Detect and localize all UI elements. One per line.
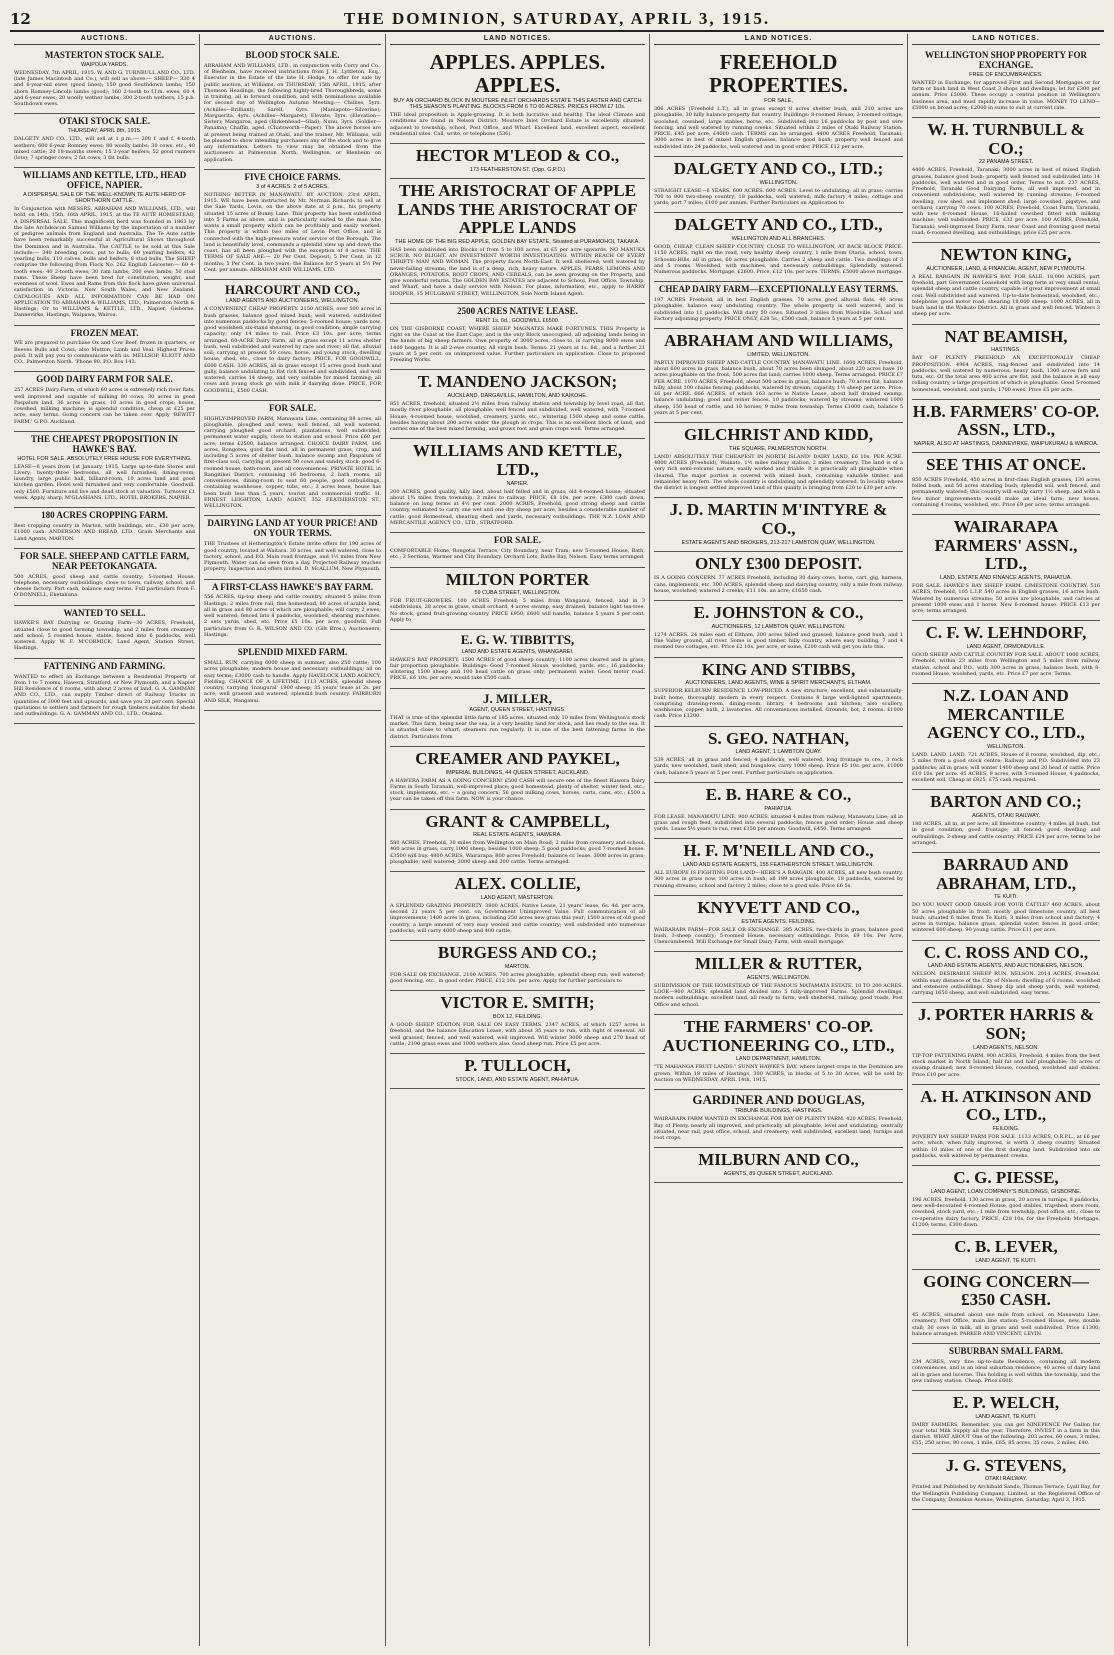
ad-body-text: GOOD SHEEP AND CATTLE COUNTRY FOR SALE. ABOUT 1000 ACRES, Freehold, within 23 miles from Wellington and 5 miles from railway station, school and P.O., with 300 acres in grass, balance bush, with 8-roomed House, woolshed, yards, etc. Price £7 per acre. Terms. — [912, 652, 1100, 677]
ad-body-text: SUBDIVISION OF THE HOMESTEAD OF THE FAMOUS MATAMATA ESTATE. 10 TO 200 ACRES. LOOK—900 ACRES, splendid land divided into 5 fully-improved Farms. Splendid dwellings, modern outbuildings, excellent land, all ready to farm, well sheltered, railway, good roads, Post Office and school. — [654, 982, 903, 1008]
ad-subtitle: WAIPOUA YARDS. — [81, 61, 128, 68]
ad-title: E. P. WELCH, — [952, 1393, 1060, 1413]
advertisement — [390, 630, 645, 688]
ad-body-text: WAIRARAPA FARM—FOR SALE OR EXCHANGE. 385 ACRES, two-thirds in grass, balance good bush, 3-sheep country; 5-roomed House, necessary outbuildings. Price, £9 10s. Per Acre, Unencumbered. Will Exchange for Small Dairy Farm, with small mortgage. — [654, 926, 903, 946]
advertisement — [912, 853, 1100, 941]
ad-title: E. B. HARE & CO., — [705, 784, 852, 804]
ad-body-text: 257 ACRES Dairy Farm, of which 60 acres is extremely rich river flats, well improved and capable of milking 80 cows; 30 acres in good Paspalum land, 36 acres in grass, 10 acres in good crops; house, cowshed, milking machine; is splendid condition, cheap at £25 per acre; easy terms. Going concern can be taken over. Apply 'BEWITT FARM,' G.P.O. Auckland. — [14, 387, 195, 425]
ad-body-text: Best cropping country in Marton, with buildings, etc., £30 per acre; £1000 cash. ANDERSON AND BREAD, LTD., Grain Merchants and Land Agents, MARTON. — [14, 523, 195, 542]
advertisement — [390, 179, 645, 304]
ad-body-text: 306 ACRES (Freehold L.T.), all in grass except 8 acres shelter bush, and 210 acres are ploughable, 30 hilly balance property flat country. Buildings: 8-roomed House, 3-roomed cottage, woolshed, cowshed, large stables, horse, etc. Subdivided into 16 paddocks by post and wire fencing, and well watered by running creeks. Situated within 2 miles of Otaki Railway Station. PRICE, £45 per acre; £4000 cash. TERMS can be arranged. 4400 ACRES Freehold, Taranaki; 3000 acres in best of mixed English grasses, balance good bush; property well fenced and subdivided into 24 paddocks, well watered and in good order. PRICE £12 per acre. — [654, 106, 903, 150]
ad-body-text: HAWKE'S BAY Dairying or Grazing Farm—30 ACRES, Freehold, situated close to good farming township, and 2 miles from creamery and school; 5 roomed house, stable, fenced into 6 paddocks, well watered. Apply W. F. M'CORMICK, Land Agent, Station Street, Hastings. — [14, 620, 195, 652]
ad-title: T. MANDENO JACKSON; — [417, 372, 618, 392]
ad-subtitle: 22 PANAMA STREET. — [978, 159, 1034, 166]
advertisement — [912, 118, 1100, 243]
ad-title: FATTENING AND FARMING. — [43, 660, 166, 671]
ad-body-text: NOTHING BETTER IN MANAWATU. BY AUCTION, 23rd APRIL, 1915. WE have been instructed by Mr. Norman Richards to sell at the Sale Yards, Levin, on the above date at 2 p.m., his property situated 15 acres of Bunny Lane. This property has been subdivided into 5 Farms as above, and is particularly suited to the man who wants a small property which can be profitably and easily worked. This property is within two miles of Levin Post Office, and is connected with the high-pressure water service of the Borough. The land is beautifully level, commands a splendid view up and down the coast, has all been ploughed with the exception of 8 acres. THE TERMS OF SALE ARE:— 20 Per Cent. Deposit; 5 Per Cent. in 12 months; 5 Per Cent. in two years; the Balance for 5 years at 5½ Per Cent. per annum. ABRAHAM AND WILLIAMS, LTD. — [204, 191, 381, 273]
ad-title: MILLER & RUTTER, — [695, 954, 862, 974]
ad-subtitle: A DISPERSAL SALE OF THE WELL-KNOWN TE AUTE HERD OF SHORTHORN CATTLE. — [23, 192, 186, 205]
ad-body-text: LEASE—6 years from 1st January, 1915. Large up-to-date Stores and Livery; twenty-three bedrooms, all well furnished; dining-room; laundry, large public hall, billiard-room, 10 acres land and good kitchen garden. Hotel well furnished and very comfortable. Goodwill, only £500. Furniture and live and dead stock at valuation. Turnover £1 week. Apply, sharp, M'GLASHANS, LTD., HOTEL BROKERS, NAPIER. — [14, 463, 195, 501]
ad-subtitle: LAND AGENT, TE KUITI. — [975, 1413, 1037, 1420]
advertisement — [390, 304, 645, 370]
column-4 — [650, 34, 908, 1646]
advertisement — [204, 401, 381, 517]
advertisement — [14, 432, 195, 508]
ad-body-text: 45 ACRES, situated about one mile from school, on Manawatu Line; creamery, Post Office, main line station; 5-roomed House, new, double stall; 30 cows in milk, all in grass and well subdivided. Price £1300; balance arranged. PARKER AND VINCENT, LEVIN. — [912, 1312, 1100, 1337]
ad-subtitle: BUY AN ORCHARD BLOCK IN MOUTERE INLET ORCHARDS ESTATE THIS EASTER AND CATCH THIS SEASON'S PLANTING. BLOCKS FROM 6 TO 60 ACRES. PRICES FROM £7 10s. — [393, 98, 642, 111]
advertisement — [654, 213, 903, 282]
ad-title: THE ARISTOCRAT OF APPLE LANDS THE ARISTOCRAT OF APPLE LANDS — [397, 180, 638, 238]
ad-subtitle: LAND AND ESTATE AGENTS, AND AUCTIONEERS, NELSON. — [928, 963, 1084, 970]
ad-body-text: 196 ACRES, freehold, 130 acres in grass, 20 acres in turnips, 8 paddocks, new well-decorated 4-roomed House, good stables, trapshed, store room, cowshed, stock yard, etc.; 1 mile from township, post office, etc.; close to co-operative dairy factory. PRICE, £28 10s. for the Freehold; Mortgage, £1200; terms, £300 down. — [912, 1196, 1100, 1228]
ad-title: WILLIAMS AND KETTLE, LTD., HEAD OFFICE, NAPIER. — [22, 170, 187, 191]
advertisement — [654, 839, 903, 895]
ad-title: BURGESS AND CO.; — [437, 943, 598, 963]
ad-body-text: WE are prepared to purchase Ox and Cow Beef, frozen in quarters, or Beeves Bulls and Cows; also Mutton, Lamb and Veal. Highest Prices paid. It will pay you to communicate with us. MELLSOP, ELIOTT AND CO., Palmerston North. 'Phone 90. P.O. Box 143. — [14, 340, 195, 366]
ad-subtitle: NAPIER. — [506, 480, 529, 487]
ad-body-text: DAIRY FARMERS, Remember, you can get NINEPENCE Per Gallon for your total Milk Supply all the year. Therefore, INVEST in a farm in this district. WHAT ABOUT One of the following: 203 acres, 60 cows, 3 miles, £55; 250 acres, 90 cows, 1 mile, £65; 85 acres, 35 cows, 2 miles, £40. — [912, 1421, 1100, 1447]
advertisement — [912, 453, 1100, 515]
ad-title: ONLY £300 DEPOSIT. — [694, 553, 863, 573]
ad-title: C. C. ROSS AND CO., — [923, 942, 1089, 962]
ad-body-text: TIP-TOP FATTENING FARM. 900 ACRES, Freehold, 4 miles from the best stock market in North Island; half fat and half ploughable; 30 acres of swamp drained; new 8-roomed House, cowshed, woolshed and stables. Price £10 per acre. — [912, 1052, 1100, 1078]
ad-title: J. MILLER, — [483, 690, 552, 706]
ad-body-text: POVERTY BAY SHEEP FARM FOR SALE. 1133 ACRES, O.R.P.L., at £6 per acre, which, when fully improved, is worth 3 sheep country. Situated within 10 miles of one of the first dairying land. Subdivided into six paddocks, well watered by permanent creeks. — [912, 1134, 1100, 1159]
column-heading: LAND NOTICES. — [654, 34, 903, 45]
ad-body-text: A GOOD SHEEP STATION FOR SALE ON EASY TERMS. 2347 ACRES, of which 1257 acres is freehold, and the balance Education Lease, with about 35 years to run, with right of renewal. All well grassed, fenced, and well watered, well improved. Will winter 3000 sheep and 270 head of cattle; 2100 grass ewes and 1000 wethers also. Good sheep run. Price £5 per acre. — [390, 1022, 645, 1047]
column-heading: LAND NOTICES. — [390, 34, 645, 45]
ad-title: MILBURN AND CO., — [698, 1150, 859, 1170]
advertisement — [390, 533, 645, 567]
ad-subtitle: 173 FEATHERSTON ST. (Opp. G.P.O.) — [469, 166, 566, 173]
ad-body-text: 234 ACRES, very fine up-to-date Residence, containing all modern conveniences, and is an ideal suburban residence; 40 acres of dairy land all in grass and lucerne. This holding is well within the township, and the new railway station. Cheap. Price £600. — [912, 1359, 1100, 1384]
ad-title: FREEHOLD PROPERTIES. — [709, 50, 848, 98]
ad-body-text: FOR SALE. HAWKE'S BAY SHEEP FARM. LIMESTONE COUNTRY. 516 ACRES, freehold, 105 L.I.P. 540 acres in English grasses, 16 acres bush. Watered by numerous streams; 50 acres are ploughable, and carries at present 1000 ewes and 1 horse. New 6-roomed house. PRICE £13 per acre; terms arranged. — [912, 583, 1100, 615]
ad-subtitle: LAND AGENT, LOAN COMPANY'S BUILDINGS, GISBORNE. — [930, 1188, 1082, 1195]
ad-title: DAIRYING LAND AT YOUR PRICE! AND ON YOUR TERMS. — [207, 518, 378, 539]
ad-title: P. TULLOCH, — [464, 1056, 571, 1075]
advertisement — [204, 516, 381, 579]
ad-title: MILTON PORTER — [445, 569, 590, 589]
ad-body-text: 580 ACRES, Freehold, 30 miles from Wellington on Main Road; 2 miles from creamery and school; 400 acres in grass; carry 1000 sheep, besides 1000 sheep; 5 good paddocks; good 7-roomed house. £3500 will buy. 4800 ACRES, Wairarapa; 800 acres Freehold; balance cr. lease. 3000 acres in grass; ploughable; well watered; 3000 sheep and 200 cattle. Terms arranged. — [390, 840, 645, 865]
ad-body-text: WAIRARAPA FARM WANTED IN EXCHANGE FOR BAY OF PLENTY FARM. 420 ACRES, Freehold, Bay of Plenty, nearly all improved, and practically all ploughable, level and undulating; centrally situated, near rail, post office, school, and creamery; well subdivided, excellent land, turnips and root crops. — [654, 1116, 903, 1142]
advertisement — [390, 941, 645, 991]
column-heading: AUCTIONS. — [204, 34, 381, 45]
advertisement — [912, 684, 1100, 790]
ad-subtitle: LAND AND ESTATE AGENTS, WHANGAREI. — [461, 648, 574, 655]
ad-body-text: HAWKE'S BAY PROPERTY. 1500 ACRES of good sheep country; 1100 acres cleared and in grass; fair proportion ploughable. Buildings: Good 7-roomed House, woolshed, yards, etc.; 16 paddocks; wintering 1500 sheep and 100 head cattle on grass only; permanent water. Good motor road. PRICE, £6 10s. per acre; would take £500 cash. — [390, 656, 645, 682]
ad-title: GOING CONCERN—£350 CASH. — [923, 1271, 1089, 1310]
ad-title: BARTON AND CO.; — [930, 792, 1082, 812]
ad-body-text: FOR LEASE, MANAWATU LINE. 900 ACRES, situated 4 miles from railway, Manawatu Line; all in grass and rough feed, subdivided into several paddocks; fences good order; House and sheep yards. Lease 5½ years to run, rent £350 per annum. Goodwill, £450. Terms arranged. — [654, 813, 903, 833]
ad-title: GILCHRIST AND KIDD, — [683, 425, 874, 445]
advertisement — [654, 423, 903, 498]
advertisement — [390, 144, 645, 179]
ad-subtitle: AGENTS, 89 QUEEN STREET, AUCKLAND. — [723, 1171, 834, 1178]
ad-subtitle: FREE OF ENCUMBRANCES. — [969, 71, 1043, 78]
advertisement — [390, 872, 645, 941]
ad-title: GOOD DAIRY FARM FOR SALE. — [36, 374, 173, 385]
advertisement — [204, 580, 381, 646]
ad-subtitle: LAND AGENT, 1 LAMBTON QUAY. — [735, 749, 822, 756]
ad-subtitle: 3 of 4 ACRES. 2 of 5 ACRES. — [256, 183, 329, 190]
ad-title: C. B. LEVER, — [954, 1237, 1058, 1257]
ad-subtitle: LAND DEPARTMENT, HAMILTON. — [735, 1056, 822, 1063]
column-5 — [908, 34, 1104, 1646]
advertisement — [390, 439, 645, 533]
ad-body-text: ON THE GISBORNE COAST, WHERE SHEEP MAGNATES MAKE FORTUNES. THIS Property is right on the Coast at the East Cape, and is the only Block unoccupied, all adjoining lands being in the hands of big sheep farmers. Owe property of 3000 acres, close to, is carrying 8000 ewes and 1400 heggets. It is all 2-ewe country. All virgin bush. Terms: 21 years at 1s. 6d., and a further 21 years at 5 per cent. on unimproved value. Further particulars on application. Close to proposed Freezing Works. — [390, 325, 645, 364]
ad-subtitle: THE SQUARE, PALMERSTON NORTH. — [729, 445, 828, 452]
advertisement — [204, 170, 381, 280]
ad-title: CREAMER AND PAYKEL, — [415, 748, 620, 768]
ad-subtitle: AUCKLAND, DARGAVILLE, HAMILTON, AND KAIKOHE. — [447, 393, 588, 400]
advertisement — [912, 621, 1100, 684]
ad-title: GARDINER AND DOUGLAS, — [692, 1092, 865, 1108]
ad-title: FOR SALE. — [268, 402, 316, 413]
ad-title: KING AND STIBBS, — [701, 659, 856, 679]
columns-container — [10, 34, 1104, 1646]
advertisement — [912, 1344, 1100, 1391]
ad-subtitle: LAND AGENTS, NELSON. — [973, 1044, 1039, 1051]
advertisement — [14, 606, 195, 659]
ad-title: WAIRARAPA FARMERS' ASSN., LTD., — [934, 517, 1078, 574]
ad-title: C. G. PIESSE, — [953, 1168, 1059, 1188]
ad-subtitle: 59 CUBA STREET, WELLINGTON. — [474, 590, 561, 597]
column-2 — [200, 34, 386, 1646]
ad-title: H.B. FARMERS' CO-OP. ASSN., LTD., — [912, 401, 1100, 440]
advertisement — [14, 168, 195, 325]
ad-body-text: WEDNESDAY, 7th APRIL, 1915. W. AND G. TURNBULL AND CO., LTD. (late James Macintosh and Co.), will sell as above:— SHEEP— 330 4 and 6-year-old ewes (good lines); 150 good Southdown lambs; 150 shorn Romney-Lincoln lambs (good); 160 2-tooth to f.f.m. ewes; 60 4 and 6-year ewes; 20 woolly wether lambs; 300 2-tooth wethers; 15 p.b. Southdown ewes. — [14, 69, 195, 108]
advertisement — [390, 747, 645, 810]
ad-subtitle: TE KUITI. — [993, 894, 1019, 901]
ad-subtitle: AUCTIONEER, LAND, & FINANCIAL AGENT, NEW PLYMOUTH. — [926, 265, 1086, 272]
advertisement — [390, 370, 645, 439]
ad-body-text: 500 ACRES, good sheep and cattle country; 5-roomed House, telephone, necessary outbuildings; close to town, railway, school, and cheese factory. Part cash, balance easy terms. Full particulars from F. O'DONNELL, Eketahuna. — [14, 573, 195, 599]
ad-subtitle: TRIBUNE BUILDINGS, HASTINGS. — [734, 1108, 823, 1115]
ad-title: DALGETY AND CO., LTD.; — [673, 158, 884, 178]
ad-subtitle: LIMITED, WELLINGTON. — [747, 351, 810, 358]
ad-body-text: A REAL BARGAIN IN HAWKE'S BAY. FOR SALE. 18,000 ACRES, part freehold, part Government Leasehold with long term at very small rental; splendid sheep and cattle country, capable of great improvement at small cost. Well subdivided and watered. Up-to-date homestead, woolshed, etc.; telephone; good motor road; shearing 18,000 sheep. 1000 ACRES, all in bush land in the Waikato District. All in grass and well fenced. Winters 3 sheep per acre. — [912, 273, 1100, 318]
ad-body-text: DO YOU WANT GOOD GRASS FOR YOUR CATTLE? 460 ACRES, about 50 acres ploughable in front, mostly good limestone country, all best bush; situated 6 miles from Te Kuiti; 3 miles from school and factory; 4 acres in turnips, balance grass, splendid water, fences in good order; wintered 600 sheep, 90 young cattle. Price £11 per acre. — [912, 902, 1100, 934]
advertisement — [390, 48, 645, 144]
ad-body-text: PARTLY IMPROVED SHEEP AND CATTLE COUNTRY. MANAWATU LINE. 1600 ACRES, Freehold, about 600 acres in grass, balance bush, about 70 acres been slumped, about 220 acres have 10 acres ploughable on the front; 500 acres flat land; carries 1000 sheep. Terms arranged. PRICE £7 PER ACRE. 1070 ACRES, Freehold, about 500 acres in grass, balance bush; 70 acres flat, balance hilly, about 100 chains fencing; paddocks, watered by stream; capacity, 1½ sheep per acre. Price: £6 per ACRE. 666 ACRES, of which 163 acres is Native Lease, about half drained swamp, balance undulating; good and reiner fences, 10 paddocks; watered by streams; wintered 1000 sheep, 150 head of cattle, and 10 horses; 9 miles from township. Terms £1000 cash, balance 5 years at 5 per cent. — [654, 359, 903, 416]
ad-title: H. F. M'NEILL AND CO., — [683, 841, 874, 861]
advertisement — [204, 280, 381, 401]
ad-title: VICTOR E. SMITH; — [440, 993, 595, 1013]
ad-title: J. G. STEVENS, — [945, 1455, 1067, 1475]
advertisement — [390, 810, 645, 873]
ad-subtitle: RENT 1s. 6d., GOODWILL £6500. — [475, 317, 560, 324]
ad-subtitle: OTAKI RAILWAY. — [984, 1476, 1028, 1483]
column-heading: LAND NOTICES. — [912, 34, 1100, 45]
ad-subtitle: THE HOME OF THE BIG RED APPLE, GOLDEN BAY ESTATE, Situated at PURAMOHOI, TAKAKA. — [395, 238, 640, 245]
ad-subtitle: IMPERIAL BUILDINGS, 44 QUEEN STREET, AUCKLAND. — [445, 769, 590, 776]
ad-body-text: ALL EUROPE IS FIGHTING FOR LAND—HERE'S A BARGAIN. 400 ACRES, all new bush country, 300 acres in grass now, 100 acres in bush; all 189 acres ploughable, 18 paddocks, watered by running streams; school and factory 2 miles; close to a good sale. Price £6 5s. — [654, 870, 903, 889]
ad-title: HARCOURT AND CO., — [224, 282, 361, 298]
ad-subtitle: HASTINGS. — [991, 347, 1021, 354]
ad-subtitle: LAND AGENT, ORMONDVILLE. — [966, 644, 1046, 651]
advertisement — [390, 568, 645, 631]
ad-body-text: In Conjunction with MESSRS. ABRAHAM AND WILLIAMS, LTD., will hold, on 14th, 15th, 16th APRIL, 1915, at the TE AUTE HOMESTEAD, A DISPERSAL SALE. This magnificent herd was founded in 1863 by the late Archdeacon Samuel Williams by the importation of a number of pedigree animals from England and Australia. The Te Aute cattle have been remarkably successful at Agricultural Shows throughout the Dominion and in Australia. The CATTLE to be sold at this Sale include:— 340 breeding cows, put to bulls; 60 yearling heifers; 42 yearling bulls; 110 calves, bulls and heifers; 8 stud bulls. The SHEEP comprise the following from Flock No. 262 English Leicester:— 60 4-tooth ewes; 40 2-tooth ewes; 30 ram lambs; 200 ewe lambs; 50 stud rams. These Sheep have been bred for constitution, weight, and evenness of wool. Ewes and Rams from this flock have given universal satisfaction in Victoria, New South Wales, and New Zealand. CATALOGUES AND ALL INFORMATION CAN BE HAD ON APPLICATION TO ABRAHAM & WILLIAMS, LTD., Palmerston North & Hastings; Or to WILLIAMS & KETTLE, LTD., Napier, Gisborne, Dannevirke, Hastings, Waipawa, Wairoa. — [14, 206, 195, 319]
ad-body-text: IS A GOING CONCERN. 77 ACRES Freehold, including 30 dairy cows, horse, cart, gig, harness, cans, implements, etc. 300 ACRES, splendid sheep and dairying country, only a mile from railway, house, woolshed; watered 2 creeks; £11 10s. an acre; £1650 cash. — [654, 575, 903, 594]
ad-body-text: 850 ACRES Freehold, 450 acres in first-class English grasses, 130 acres felled bush, and 50 acres standing bush; splendid soil, well fenced, and permanently watered; this country will easily carry 1½ sheep, and with a few minor improvements would make an ideal farm; new house, containing 4 rooms, woolshed, etc. Price £9 per acre; terms arranged. — [912, 476, 1100, 508]
ad-body-text: BAY OF PLENTY FREEHOLD AN EXCEPTIONALLY CHEAP PROPOSITION. 4964 ACRES, ring-fenced and subdivided into 14 paddocks, well watered by numerous, heavy bush, 1300 acres fern and tutu, etc. Of the total area 400 acres are flat, and the balance is all easy rolling country, a large proportion of which is ploughable. Good 5-roomed homestead, woolshed, and yards; 1700 ewes. Price £5 per acre. — [912, 355, 1100, 393]
ad-title: NAT BEAMISH, — [944, 326, 1068, 346]
ad-subtitle: AGENTS, WELLINGTON. — [746, 974, 811, 981]
ad-body-text: LAND. LAND. LAND. 721 ACRES, House of 8 rooms, woolshed, dip, etc.; 5 miles from a good stock centre; Railway and P.O. Subdivided into 23 paddocks; all in grass; will winter 1400 sheep and 20 head of cattle. Price £10 10s. per acre. 45 ACRES, 9 acres, with 5-roomed House, 4 paddocks, excellent soil. Cheap at £825; £75 cash required. — [912, 752, 1100, 784]
ad-title: GRANT & CAMPBELL, — [425, 811, 610, 831]
ad-body-text: STRAIGHT LEASE—6 YEARS. 600 ACRES. 600 ACRES. Level to undulating; all in grass; carries 700 to 800 two-sheep country; 18 paddocks, well watered; milk factory 4 miles; cottage and yards; port 7 miles; £100 per annum. Further Particulars on Application to — [654, 187, 903, 207]
ad-body-text: 180 ACRES, all in, at per acre; all limestone country; 4 miles all bush, but in good condition, good frontage; all fenced; good dwelling and outbuildings. 2-sheep and cattle country. PRICE £24 per acre; terms to be arranged. — [912, 821, 1100, 846]
ad-title: FOR SALE. SHEEP AND CATTLE FARM, NEAR PEETOKANGATA. — [20, 550, 189, 571]
ad-title: WILLIAMS AND KETTLE, LTD., — [412, 441, 623, 479]
advertisement — [912, 400, 1100, 453]
advertisement — [390, 1054, 645, 1089]
column-3 — [386, 34, 650, 1646]
advertisement — [654, 601, 903, 657]
ad-body-text: 851 ACRES, freehold, situated 2½ miles from railway station and township by level road, all flat, mostly river ploughable, all ploughable, well fenced and subdivided, well watered, with 7-roomed House; 4-roomed house, woolshed, creamery, yards, etc.; wintering 1500 sheep and some cattle, besides having about 200 acres under the plough in crops. This is an excellent block of land, and carries one of the best mixed farming, and grows root and grain crops well. Terms arranged. — [390, 401, 645, 433]
ad-title: N.Z. LOAN AND MERCANTILE AGENCY CO., LTD., — [927, 686, 1085, 743]
ad-subtitle: LAND AGENT. TE KUITI. — [975, 1257, 1037, 1264]
ad-title: J. D. MARTIN M'INTYRE & CO., — [669, 500, 888, 539]
advertisement — [654, 1090, 903, 1148]
advertisement — [14, 549, 195, 606]
advertisement — [654, 896, 903, 952]
advertisement — [14, 372, 195, 431]
ad-subtitle: WELLINGTON AND ALL BRANCHES. — [731, 236, 826, 243]
ad-title: A. H. ATKINSON AND CO., LTD., — [920, 1086, 1092, 1125]
ad-title: WELLINGTON SHOP PROPERTY FOR EXCHANGE. — [925, 50, 1087, 70]
ad-body-text: A CONVENIENT CHEAP PROPERTY. 2150 ACRES, over 500 acres in bush grasses, balance good mixed bush; well watered; subdivided into numerous paddocks by good fences; 5-roomed house; yards now, good woolshed; six-stand shearing, in good condition; ample carrying capacity; only 14 miles to rail. Price £3 10s. per acre; terms arranged. 60-ACRE Dairy Farm, all in grass except 11 acres shelter bush, well subdivided and watered by race and river; all flat, alluvial soil; carrying at present 50 cows, horse, and young stock; dwelling house, shed, etc., close to dairy factory. PRICE, FOR GOODWILL, £600 CASH. 330 ACRES, all in grass except 15 acres good bush and gully, balance undulating to flat rich fenced and subdivided, and well watered; carries 14 sheep, and very suitable for mixed farming; all cows and young stock go with milk if dairying done. PRICE, FOR GOODWILL, £500 CASH. — [204, 306, 381, 394]
advertisement — [912, 1235, 1100, 1270]
advertisement — [912, 48, 1100, 118]
advertisement — [912, 243, 1100, 324]
ad-title: C. F. W. LEHNDORF, — [925, 623, 1087, 643]
ad-title: FOR SALE. — [493, 535, 541, 546]
advertisement — [14, 48, 195, 114]
ad-body-text: DALGETY AND CO., LTD., will sell at 1 p.m.:— 200 f. and f. 4-tooth wethers; 600 6-year Romney ewes; 80 woolly lambs; 30 cows, etc.; 40 mixed cattle; 20 18-months steers; 15 2-year heifers; 52 good runners (lots); 7 springer cows; 2 fat cows; 3 fat bulls. — [14, 136, 195, 162]
advertisement — [912, 325, 1100, 400]
advertisement — [390, 991, 645, 1054]
advertisement — [654, 1015, 903, 1090]
ad-body-text: HAS been subdivided into Blocks of from 5 to 100 acres, at £5 per acre upwards. NO MANUKA SCRUB. NO BLIGHT. AN INVESTMENT WORTH INVESTIGATING. WITHIN REACH OF EVERY THRIFTY MAN AND WOMAN. The property faces North-East. It well sheltered; well watered by never-failing streams; the land is of a deep, rich, heavy nature. APPLES, PEARS, LEMONS AND ORANGES, POTATOES, ROOT CROPS, AND CEREALS, can be seen growing on the Property, and give wonderful returns. The GOLDEN BAY ESTATES are adjacent to School, Post Office, Township, and Wharf, and have a daily service with Nelson. For plans, information, etc., apply to HARRY HOOPER, 15 MULGRAVE STREET, WELLINGTON, Sole North Island Agent. — [390, 246, 645, 297]
ad-subtitle: PAHIATUA. — [764, 805, 793, 812]
advertisement — [14, 114, 195, 168]
advertisement — [654, 48, 903, 157]
ad-subtitle: WELLINGTON. — [759, 179, 798, 186]
advertisement — [912, 1454, 1100, 1510]
advertisement — [654, 1148, 903, 1183]
ad-body-text: A HAWERA FARM AS A GOING CONCERN! £500 CASH will secure one of the finest Hawera Dairy Farms in South Taranaki, well-improved place; good homestead, plenty of shelter, winter feed, etc.; stock, implements, etc. -- a going concern; 56 good milking cows, horses, carts, cans, etc.; £500 a year can be taken off this farm. NOW is your chance. — [390, 777, 645, 803]
advertisement — [14, 508, 195, 549]
ad-body-text: THE Trustees of Hetherington's Estate invite offers for 190 acres of good country, located at Waitara. 30 acres, and well watered, close to factory, school, and P.O. Main road frontage, and 1½ miles from New Plymouth. Water can be seen from a day. Projected Railway touches property. Inspection and offers invited. D. McALLUM, New Plymouth. — [204, 541, 381, 573]
ad-body-text: THE ideal proposition is Apple-growing. It is both lucrative and healthy. The ideal Climate and conditions are found in Nelson District. Moutere Inlet Orchard Estate is excellently situated, adjacent to township, school, Post Office, and Wharf. Excellent land, excellent aspect, excellent residential sites. Call, write, or telephone (536). — [390, 112, 645, 137]
ad-subtitle: HOTEL FOR SALE. ABSOLUTELY FREE HOUSE FOR EVERYTHING. — [17, 455, 192, 462]
ad-body-text: 556 ACRES, tip-top sheep and cattle country, situated 5 miles from Hastings, 2 miles from rail; fine homestead, 80 acres of arable land, all in grass and 80 acres of which are ploughable; will carry 2 ewes; well watered; fenced into 8 paddocks, woolshed, shearing machines, 2 sets yards, shed, etc. Price £5 10s. per acre, goodwill. Full particulars from G. R. WILSON AND CO. (Gilt Bros.), Auctioneers, Hastings. — [204, 594, 381, 638]
ad-body-text: WANTED in Exchange, for approved First and Second Mortgages or for farm or bush land in West Coast 3 shops and dwellings; let for £300 per annum. Price £5000. These occupy a central position in Wellington's business area, and must rapidly increase in value. MONEY TO LEND—£5000 on broad acres; £2000 in sums to suit at current rate. — [912, 79, 1100, 111]
ad-title: KNYVETT AND CO., — [697, 897, 860, 917]
ad-body-text: 200 ACRES, good quality, hilly land, about half felled and in grass; old 4-roomed house; situated about 1¾ miles from township, 3 miles to railway. PRICE, £8 10s. per acre; £300 cash down, balance on long terms at 4½ per cent. 2000 ACRES, Freehold, good strong sheep and cattle country, estimated to carry one wet and one dry sheep per acre, besides a considerable number of cattle; good Homestead, shearing shed, and yards, necessary outbuildings. THE N.Z. LOAN AND MERCANTILE AGENCY CO., LTD., STRATFORD. — [390, 488, 645, 526]
advertisement — [912, 1003, 1100, 1084]
advertisement — [14, 326, 195, 373]
ad-title: WANTED TO SELL. — [63, 607, 146, 618]
ad-subtitle: REAL ESTATE AGENTS, HAWERA. — [473, 832, 562, 839]
ad-body-text: 539 ACRES, all in grass and fenced; 4 paddocks, well watered, long frontage to cre., 3 rock yards, new woolshed, tank shed, and bungalow, carry 1000 sheep. Price £5 10s. per acre, £1000 cash; balance 5 years at 5 per cent. Further particulars on application. — [654, 757, 903, 776]
ad-body-text: ABRAHAM AND WILLIAMS, LTD., in conjunction with Corry and Co., of Blenheim, have received instructions from J. H. Lyttleton, Esq., Executor in the Estate of the late H. Hodge, to offer for sale by public auction, at Williams, on THURSDAY, 15th APRIL, 1915, after Thomson Headings, the following highly-bred Thoroughbreds, some in training, all in forward condition, and with nominations available for second day of Wellington Autumn Meeting:— Chillies, 5yrs. (Achilles—Brilliant); Sarell, 6yrs. (Maniapoto—Silverine); Marguerita, 4yrs. (Achilles—Margaret); Elevate, 3yrs. (Elevation—Sister); Mangaroa, aged (Birkenhead—Glad); Nunu, 3yrs. (Soldier—Panama); Chaffin, aged, (Chatsworth—Paper). The above horses are at present being trained at Otaki, and the trainer, Mr. Williams, will be pleased to show intending purchasers any of the stock and to give any information. Letters to view may be obtained from the auctioneers at Palmerston North, Wellington, or Blenheim on application. — [204, 62, 381, 163]
advertisement — [912, 1270, 1100, 1344]
ad-body-text: WANTED to effect an Exchange between a Residential Property of from 1 to 7 rooms, Hawera, Stratford, or New Plymouth, and a Napier Hill Residence of 8 rooms, with about 2 acres of land. G. A. GAMMAN AND CO., LTD., can supply Timber direct of Railway Trucks in quantities of 3000 feet and upwards, and save you 20 per cent. Special quotations to settlers and farmers for rough timbers suitable for sheds and outbuildings. G. A. GAMMAN AND CO., LTD., Otakina. — [14, 673, 195, 718]
ad-body-text: COMFORTABLE Home, Rongotai Terrace, City Boundary, near Tram; new 5-roomed House, Bath, etc.; 3 Sections, Warmer and City Boundary. Orchard Lots, Bathe Bay, Nelson. Easy terms arranged. — [390, 548, 645, 561]
advertisement — [654, 552, 903, 601]
ad-body-text: SMALL RUN, carrying 6000 sheep in summer, also 250 cattle; 100 acres ploughable; modern house and necessary outbuildings; all on easy terms; £3000 cash to handle. Apply HAVELOCK LAND AGENCY, Fielding. CHANCE OF A LIFETIME. 1113 ACRES, splendid sheep country, carrying 'Inaugural' 1900 sheep; 35 years' lease at 2s. per acre; well grassed and watered, splendid bush country. FAIRBURN AND SILK, Wanganui. — [204, 660, 381, 704]
advertisement — [912, 1391, 1100, 1454]
ad-subtitle: AGENTS, OTAKI RAILWAY. — [972, 813, 1040, 820]
ad-title: FIVE CHOICE FARMS. — [244, 171, 341, 182]
advertisement — [204, 645, 381, 711]
ad-title: THE FARMERS' CO-OP. AUCTIONEERING CO., LTD., — [662, 1016, 895, 1055]
ad-title: BARRAUD AND ABRAHAM, LTD., — [935, 855, 1077, 893]
ad-title: S. GEO. NATHAN, — [708, 728, 849, 748]
ad-subtitle: MARTON. — [504, 963, 531, 970]
ad-title: ABRAHAM AND WILLIAMS, — [664, 331, 893, 351]
ad-body-text: 197 ACRES Freehold, all in best English grasses, 70 acres good alluvial flats, 40 acres ploughable, balance easy undulating country. The whole property is well watered, and is subdivided into 11 paddocks. Will dairy 50 cows. Situated 3 miles from Woodville. School and Factory adjoining property. PRICE ONLY, £28 5s.; £500 cash, balance 5 years at 5 per cent. — [654, 297, 903, 322]
ad-title: E. G. W. TIBBITTS, — [460, 632, 575, 648]
advertisement — [654, 783, 903, 839]
ad-subtitle: LAND, ESTATE AND FINANCE AGENTS, PAHIATUA. — [940, 575, 1072, 582]
ad-title: DALGETY AND CO., LTD., — [674, 215, 883, 235]
advertisement — [912, 790, 1100, 853]
ad-body-text: NELSON. DESIRABLE SHEEP RUN. NELSON. 2014 ACRES, Freehold, within easy distance of the City of Nelson; dwelling of 6 rooms, woolshed and extensive outbuildings. Sheep dip and sheep yards, well watered; carrying 1650 sheep, and well subdivided, easy terms. — [912, 971, 1100, 997]
column-heading: AUCTIONS. — [14, 34, 195, 45]
ad-body-text: "TE MAHANGA FRUIT LANDS." SUNNY HAWKE'S BAY, where largest crops in the Dominion are grown. Within 18 miles of Hastings, 300 ACRES, in blocks of 5 to 30 Acres, will be sold by Auction on WEDNESDAY, APRIL 14th, 1915. — [654, 1064, 903, 1083]
ad-title: SEE THIS AT ONCE. — [926, 455, 1086, 475]
ad-body-text: FOR SALE OR EXCHANGE. 2100 ACRES, 700 acres ploughable, splendid sheep run; well watered; good fencing, etc., in good order. PRICE, £12 10s. per acre. Apply for further particulars to — [390, 971, 645, 985]
ad-title: FROZEN MEAT. — [70, 327, 139, 338]
ad-title: E. JOHNSTON & CO., — [693, 603, 864, 623]
ad-title: MASTERTON STOCK SALE. — [44, 50, 165, 60]
ad-subtitle: STOCK, LAND, AND ESTATE AGENT, PAHIATUA. — [455, 1076, 580, 1083]
ad-subtitle: LAND AGENTS AND AUCTIONEERS, WELLINGTON. — [225, 298, 360, 305]
newspaper-title: THE DOMINION, SATURDAY, APRIL 3, 1915. — [343, 9, 771, 28]
ad-title: BLOOD STOCK SALE. — [245, 50, 340, 60]
ad-title: A FIRST-CLASS HAWKE'S BAY FARM. — [211, 581, 374, 592]
column-1 — [10, 34, 200, 1646]
ad-subtitle: LAND AND ESTATE AGENTS, 155 FEATHERSTON STREET, WELLINGTON. — [682, 862, 875, 869]
ad-subtitle: ESTATE AGENTS, FEILDING. — [741, 918, 816, 925]
advertisement — [654, 952, 903, 1015]
ad-title: APPLES. APPLES. APPLES. — [429, 50, 606, 98]
advertisement — [390, 689, 645, 747]
advertisement — [912, 1085, 1100, 1166]
ad-body-text: SUPERIOR KELBURN RESIDENCE LOW-PRICED. A new structure, excellent, and substantially-built home, thoroughly modern in every respect. Contains 8 large well-lighted apartments, comprising drawing-room, dining-room, library, 4 bedrooms and kitchen; also scullery, washhouse, copper, bath, 2 lavatories. All conveniences installed. Grounds, hot, 2 rooms. £1000 cash. Price £1200. — [654, 688, 903, 720]
ad-title: J. PORTER HARRIS & SON; — [917, 1005, 1095, 1044]
ad-subtitle: FOR SALE, — [764, 98, 793, 105]
ad-title: OTAKI STOCK SALE. — [59, 116, 150, 127]
ad-title: CHEAP DAIRY FARM—EXCEPTIONALLY EASY TERMS. — [658, 284, 899, 295]
advertisement — [912, 515, 1100, 621]
advertisement — [654, 727, 903, 783]
ad-title: NEWTON KING, — [940, 245, 1072, 265]
ad-title: HECTOR M'LEOD & CO., — [415, 146, 620, 166]
ad-body-text: HIGHLY-IMPROVED FARM, Manawatu Line, containing 88 acres, all ploughable, ploughed and sown; well fenced, all well watered, carrying ploughed good orchard, plantations, well subdivided, permanent water supply, close to station and school. Price £60 per acre; terms £2500, balance arranged. CHOICE DAIRY FARM, 196 acres, Rongotea, good flat land, all in permanent grass, crop, and including 5 acres of shelter bush, balance swamp and Paspalum of first-class soil, carrying at present 50 cows and sundry stock; good 6-roomed house, bath-room, and all conveniences. PRIVATE HOTEL in Rangitikei District, containing 16 bedrooms, 2 bath rooms, all conveniences, dining-room to seat 60 people, good outbuildings, containing washhouse, copper, tubs, etc.; 3 acres lease, house has been built less than 5 years, tourist and commercial traffic. H. ERNEST LEIGHTON, LAND AGENT, 352 FEATHERSTON ST., WELLINGTON. — [204, 415, 381, 510]
ad-body-text: 4400 ACRES, Freehold, Taranaki; 3000 acres in best of mixed English grasses, balance good bush; property well fenced and subdivided into 14 paddocks, well watered and in good order. Terms to suit. 237 ACRES, Freehold, Taranaki Good Dairying Farm, all well improved, and in convenient subdivisions; well watered by running streams; 6-roomed dwelling, cow shed, and implement shed; large cowshed, pigstyes, and orchard; carrying 70 cows. 100 ACRES, Freehold, Coast Farm, Taranaki, with new 6-roomed House, 16-bailed cowshed fitted with milking machine; well subdivided. PRICE, £32 per acre. 100 ACRES, Freehold, Taranaki; well-improved Dairy Farm, near Coast and fronting good metal road; 6-roomed dwelling, and outbuildings; price £25 per acre. — [912, 167, 1100, 236]
ad-body-text: 1274 ACRES, 24 miles east of Eltham, 300 acres felled and grassed, balance good bush, and 1 fine Valley ground, all river. Some is good timber, hilly country, where easy building, 7 and 4 roomed two cottages, etc. Price £2 10s. per acre, or some, £200 cash will get you into this. — [654, 631, 903, 651]
ad-subtitle: AGENT, QUEEN STREET, HASTINGS. — [469, 706, 566, 713]
ad-body-text: Printed and Published by Archibald Sando, Thomas Terrace, Lyall Bay, for the Wellington Publishing Company, Limited, at the Registered Office of the Company, Dominion Avenue, Wellington, Saturday, April 3, 1915. — [912, 1484, 1100, 1503]
ad-subtitle: AUCTIONEERS, LAND AGENTS, WINE & SPIRIT MERCHANTS, ELTHAM. — [685, 680, 872, 687]
ad-body-text: FOR FRUIT-GROWERS. 100 ACRES Freehold; 5 miles from Wanganui, fenced, and in 3 subdivisions, 28 acres in grass, small orchard, 4 acres swamp, easy drained, balance light tea-tree. No stock, grand fruit-growing country. PRICE £950; £600 will handle, balance 5 years 5 per cent. Apply to — [390, 598, 645, 623]
ad-body-text: GOOD, CHEAP, CLEAN SHEEP COUNTRY, CLOSE TO WELLINGTON, AT BACK BLOCK PRICE. 1150 ACRES, right on the road, very healthy sheep country, 1 mile from Otaria, school, town, Schoomi-Hills, all in grass, 60 acres ploughable. Carries 2 sheep and cattle. Two dwellings of 3 and 5 rooms. Woolshed, with machines, and necessary outbuildings. Splendidly watered. Numerous paddocks. Mortgage, £2600. Price, £12 10s. per acre. TERMS, £5000 above mortgage. — [654, 244, 903, 276]
advertisement — [654, 282, 903, 329]
advertisement — [204, 48, 381, 170]
advertisement — [654, 329, 903, 423]
ad-title: SPLENDID MIXED FARM. — [237, 647, 348, 658]
ad-title: SUBURBAN SMALL FARM. — [948, 1346, 1064, 1357]
advertisement — [654, 658, 903, 727]
ad-subtitle: LAND AGENT, MASTERTON. — [480, 894, 555, 901]
ad-body-text: A SPLENDID GRAZING PROPERTY. 3800 ACRES, Native Lease, 21 years' lease, 6s. 4d. per acre, second 21 years 5 per cent. on Government Unimproved Value. Full communication of all improvements; 1400 acres in grass, including 250 acres new grass this year; 1500 acres of old good country, a large amount of very easy wooled and cattle country; well subdivided into numerous paddocks; will carry 4000 sheep and 400 cattle. — [390, 902, 645, 934]
ad-subtitle: BOX 12, FEILDING. — [492, 1014, 543, 1020]
ad-title: THE CHEAPEST PROPOSITION IN HAWKE'S BAY. — [30, 433, 179, 454]
ad-title: 180 ACRES CROPPING FARM. — [41, 510, 168, 521]
ad-subtitle: FEILDING. — [992, 1126, 1020, 1133]
masthead — [10, 8, 1104, 32]
advertisement — [14, 659, 195, 725]
advertisement — [912, 1166, 1100, 1235]
ad-subtitle: ESTATE AGENTS AND BROKERS, 213-217 LAMBTON QUAY, WELLINGTON. — [681, 539, 876, 546]
ad-body-text: THAT is true of the splendid little farm of 185 acres, situated only 10 miles from Wellington's stock market. This farm, being near the sea, is a very healthy land for stock, and lies ready to the sea. It is situated close to wharf; steamers run regularly. It is one of the best fattening farms in the district. Particulars from — [390, 714, 645, 740]
ad-title: 2500 ACRES NATIVE LEASE. — [457, 305, 578, 316]
advertisement — [912, 941, 1100, 1004]
ad-title: W. H. TURNBULL & CO.; — [927, 120, 1085, 158]
page-number: 12 — [10, 10, 31, 28]
advertisement — [654, 157, 903, 213]
ad-subtitle: NAPIER, ALSO AT HASTINGS, DANNEVIRKE, WAIPUKURAU & WAIROA. — [913, 441, 1099, 448]
ad-body-text: LAND! ABSOLUTELY THE CHEAPEST IN NORTH ISLAND! DAIRY LAND, £6 10s. PER ACRE. 4800 ACRES (Freehold), Waikato, 1½ miles railway station, 2 miles creamery. The land is of a very rich semi-volcanic nature, easily worked and friable. It is practically all ploughable when cleared. The major portion is covered with mixed bush, containing valuable timber, and remainder heavy fern. The whole country is undulating and splendidly watered. In locality where the district is longest settled improved land of this quality is bringing from £20 to £30 per acre. — [654, 453, 903, 492]
ad-subtitle: AUCTIONEERS, 12 LAMBTON QUAY, WELLINGTON. — [711, 623, 846, 630]
advertisement — [654, 498, 903, 551]
ad-subtitle: WELLINGTON. — [987, 744, 1025, 751]
ad-subtitle: THURSDAY, APRIL 8th, 1915. — [67, 128, 142, 135]
ad-title: ALEX. COLLIE, — [454, 874, 581, 894]
